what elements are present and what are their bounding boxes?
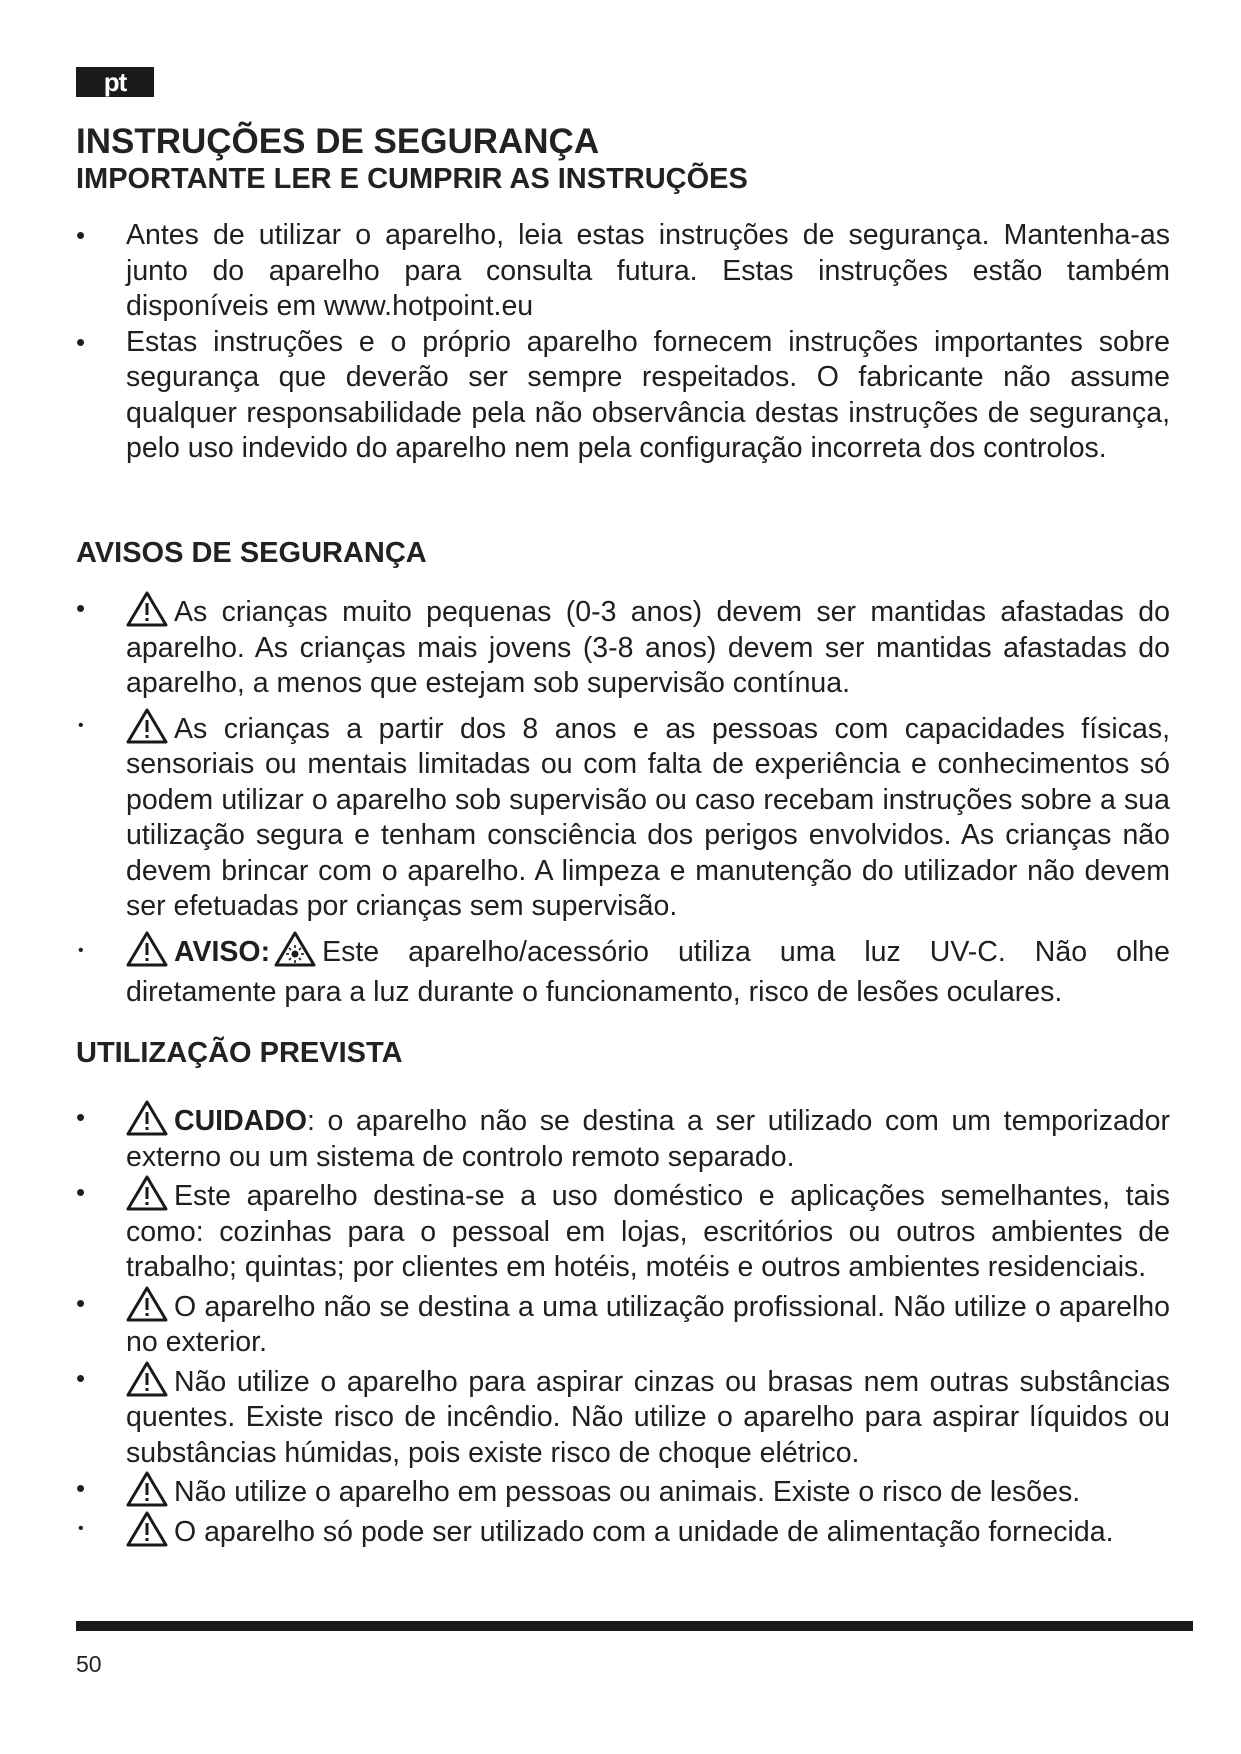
usage-item: • O aparelho não se destina a uma utilização profissional. Não utilize o aparelho no exterior. bbox=[76, 1286, 1170, 1361]
page-subtitle: IMPORTANTE LER E CUMPRIR AS INSTRUÇÕES bbox=[76, 163, 748, 195]
uv-radiation-icon bbox=[274, 931, 316, 967]
usage-item: • Este aparelho destina-se a uso doméstico e aplicações semelhantes, tais como: cozinhas para o pessoal em lojas, escritórios ou outros ambientes de trabalho; quintas; por clientes em hotéis, motéis e outros ambientes residenciais. bbox=[76, 1175, 1170, 1286]
usage-item: • Não utilize o aparelho em pessoas ou animais. Existe o risco de lesões. bbox=[76, 1471, 1170, 1511]
uv-warning-label: AVISO: bbox=[174, 935, 271, 968]
warning-triangle-icon bbox=[126, 1175, 168, 1211]
warning-triangle-icon bbox=[126, 931, 168, 967]
warning-triangle-icon bbox=[126, 1286, 168, 1322]
language-tag: pt bbox=[76, 67, 154, 97]
page-title: INSTRUÇÕES DE SEGURANÇA bbox=[76, 122, 600, 161]
warning-triangle-icon bbox=[126, 1511, 168, 1547]
warnings-heading: AVISOS DE SEGURANÇA bbox=[76, 537, 427, 569]
page-number: 50 bbox=[76, 1651, 102, 1677]
warning-triangle-icon bbox=[126, 1361, 168, 1397]
usage-list bbox=[76, 1100, 1170, 1550]
usage-item: • Não utilize o aparelho para aspirar cinzas ou brasas nem outras substâncias quentes. Existe risco de incêndio. Não utilize o aparelho para aspirar líquidos ou substâncias húmidas, pois existe risco de choque elétrico. bbox=[76, 1361, 1170, 1472]
intro-item: • Estas instruções e o próprio aparelho fornecem instruções importantes sobre segurança que deverão ser sempre respeitados. O fabricante não assume qualquer responsabilidade pela não observância destas instruções de segurança, pelo uso indevido do aparelho nem pela configuração incorreta dos controlos. bbox=[76, 325, 1170, 467]
warning-triangle-icon bbox=[126, 591, 168, 627]
warning-triangle-icon bbox=[126, 1471, 168, 1507]
intro-list bbox=[76, 218, 1170, 467]
footer-divider bbox=[76, 1621, 1193, 1631]
usage-item: • CUIDADO: o aparelho não se destina a ser utilizado com um temporizador externo ou um sistema de controlo remoto separado. bbox=[76, 1100, 1170, 1175]
warnings-list bbox=[76, 591, 1170, 1012]
usage-item: • O aparelho só pode ser utilizado com a unidade de alimentação fornecida. bbox=[76, 1511, 1170, 1551]
warning-item: • As crianças muito pequenas (0-3 anos) devem ser mantidas afastadas do aparelho. As crianças mais jovens (3-8 anos) devem ser mantidas afastadas do aparelho, a menos que estejam sob supervisão contínua. bbox=[76, 591, 1170, 702]
warning-item: • As crianças a partir dos 8 anos e as pessoas com capacidades físicas, sensoriais ou mentais limitadas ou com falta de experiência e conhecimentos só podem utilizar o aparelho sob supervisão ou caso recebam instruções sobre a sua utilização segura e tenham consciência dos perigos envolvidos. As crianças não devem brincar com o aparelho. A limpeza e manutenção do utilizador não devem ser efetuadas por crianças sem supervisão. bbox=[76, 708, 1170, 925]
uv-warning-item: • AVISO: Este aparelho/acessório utiliza uma luz UV-C. Não olhe diretamente para a luz durante o funcionamento, risco de lesões oculares. bbox=[76, 931, 1170, 1012]
warning-triangle-icon bbox=[126, 708, 168, 744]
usage-heading: UTILIZAÇÃO PREVISTA bbox=[76, 1037, 403, 1069]
warning-triangle-icon bbox=[126, 1100, 168, 1136]
intro-item: • Antes de utilizar o aparelho, leia estas instruções de segurança. Mantenha-as junto do aparelho para consulta futura. Estas instruções estão também disponíveis em www.hotpoint.eu bbox=[76, 218, 1170, 325]
caution-label: CUIDADO bbox=[174, 1105, 307, 1137]
